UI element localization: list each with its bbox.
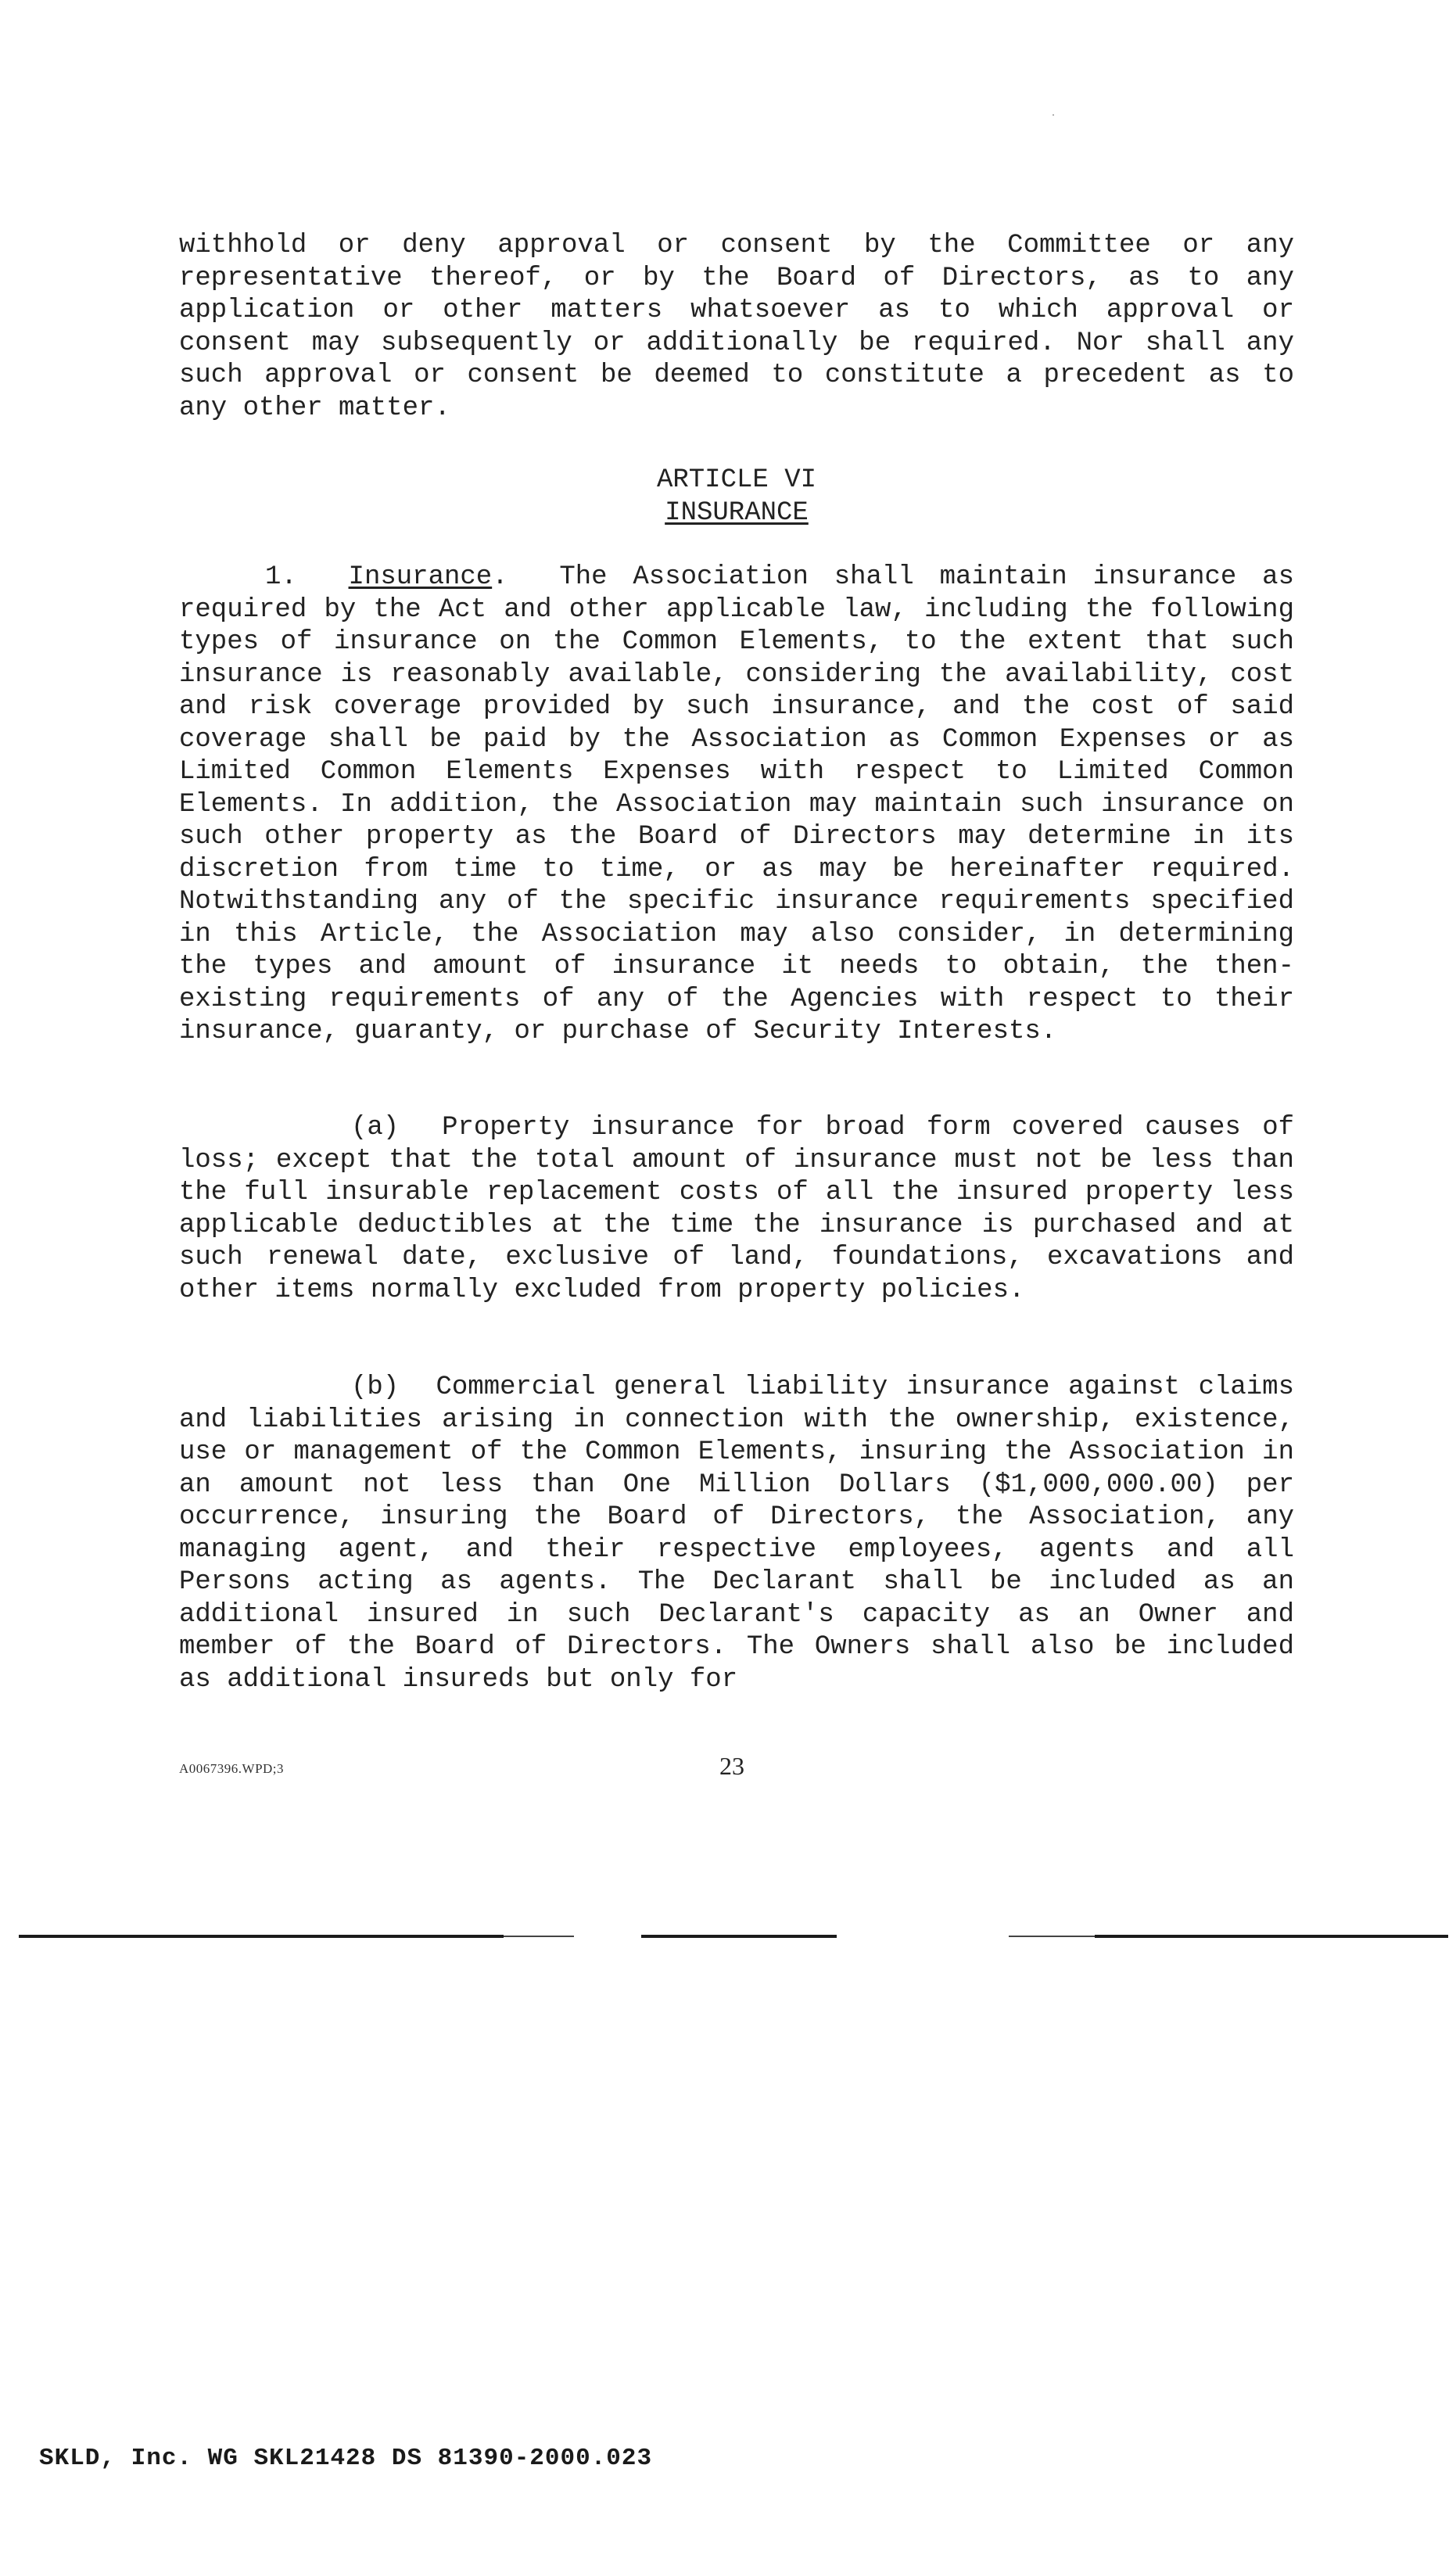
opening-paragraph-block <box>179 230 1294 425</box>
subsection-a-body: Property insurance for broad form covered causes of loss; except that the total amount of insurance must not be less than the full insurable replacement costs of all the insured property less applicable deductibles at the time the insurance is purchased and at such renewal date, exclusive of land, foundations, excavations and other items normally excluded from property policies. <box>179 1113 1294 1305</box>
scan-edge-rule-left-fade <box>504 1936 574 1937</box>
subsection-b-label: (b) <box>351 1372 400 1402</box>
scan-edge-rule-left <box>19 1935 504 1938</box>
article-heading <box>179 465 1294 529</box>
article-number: ARTICLE VI <box>656 465 817 495</box>
opening-paragraph: withhold or deny approval or consent by the Committee or any representative thereof, or by the Board of Directors, as to any application or other matters whatsoever as to which approval or consent may subsequently or additionally be required. Nor shall any such approval or consent be deemed to constitute a precedent as to any other matter. <box>179 231 1294 423</box>
subsection-b-block <box>179 1372 1294 1696</box>
section-1-heading-suffix: . <box>492 562 508 592</box>
subsection-b-body: Commercial general liability insurance against claims and liabilities arising in connection with the ownership, existence, use or management of the Common Elements, insuring the Association in an amount not less than One Million Dollars ($1,000,000.00) per occurrence, insuring the Board of Directors, the Association, any managing agent, and their respective employees, agents and all Persons acting as agents. The Declarant shall be included as an additional insured in such Declarant's capacity as an Owner and member of the Board of Directors. The Owners shall also be included as additional insureds but only for <box>179 1372 1294 1695</box>
subsection-a-block <box>179 1112 1294 1307</box>
article-title: INSURANCE <box>665 497 809 528</box>
scan-edge-rule-right <box>1095 1935 1448 1938</box>
section-1-body: The Association shall maintain insurance as required by the Act and other applicable law, including the following types of insurance on the Common Elements, to the extent that such insurance is reasonably available, considering the availability, cost and risk coverage provided by such insurance, and the cost of said coverage shall be paid by the Association as Common Expenses or as Limited Common Elements Expenses with respect to Limited Common Elements. In addition, the Association may maintain such insurance on such other property as the Board of Directors may determine in its discretion from time to time, or as may be hereinafter required. Notwithstanding any of the specific insurance requirements specified in this Article, the Association may also consider, in determining the types and amount of insurance it needs to obtain, the then-existing requirements of any of the Agencies with respect to their insurance, guaranty, or purchase of Security Interests. <box>179 562 1294 1046</box>
document-code: A0067396.WPD;3 <box>179 1761 285 1776</box>
scan-speck <box>1053 114 1054 116</box>
subsection-b-paragraph <box>179 1372 1294 1696</box>
section-1-block <box>179 562 1294 1049</box>
scan-edge-rule-right-fade <box>1009 1936 1095 1937</box>
subsection-a-label: (a) <box>351 1113 400 1143</box>
section-1-paragraph <box>179 562 1294 1049</box>
scan-edge-rule-middle <box>641 1935 837 1938</box>
page-number: 23 <box>719 1752 744 1780</box>
subsection-a-paragraph <box>179 1112 1294 1307</box>
fax-header: SKLD, Inc. WG SKL21428 DS 81390-2000.023 <box>39 2445 653 2472</box>
section-1-number: 1. <box>265 562 297 592</box>
section-1-heading: Insurance <box>348 562 493 592</box>
